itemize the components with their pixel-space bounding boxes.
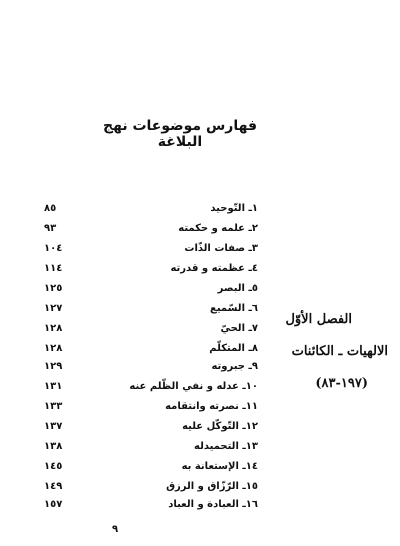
list-item bbox=[0, 358, 400, 376]
entry-page: ١٣٧ bbox=[44, 421, 63, 432]
list-item bbox=[0, 260, 400, 278]
entry-page: ١١٤ bbox=[44, 263, 63, 274]
entry-label: ١٤ـ الإستعانة به bbox=[181, 461, 258, 472]
list-item bbox=[0, 398, 400, 416]
entry-page: ٨٥ bbox=[44, 203, 57, 214]
entry-label: ١٢ـ التّوكّل عليه bbox=[182, 421, 258, 432]
entry-label: ٢ـ علمه و حكمته bbox=[178, 223, 258, 234]
entry-label: ١٣ـ التحميدله bbox=[194, 441, 258, 452]
entry-page: ١٢٩ bbox=[44, 361, 63, 372]
list-item bbox=[0, 200, 400, 218]
entry-page: ١٤٩ bbox=[44, 481, 63, 492]
entry-label: ٥ـ البصر bbox=[217, 283, 258, 294]
entry-label: ٧ـ الحيّ bbox=[220, 323, 258, 334]
chapter-subject: الالهيات ـ الكائنات bbox=[291, 344, 388, 359]
entry-label: ٤ـ عظمته و قدرته bbox=[170, 263, 258, 274]
list-item bbox=[0, 220, 400, 238]
entry-page: ١٠٤ bbox=[44, 243, 63, 254]
page-title: فهارس موضوعات نهج البلاغة bbox=[102, 118, 258, 150]
list-item bbox=[0, 458, 400, 476]
list-item bbox=[0, 438, 400, 456]
list-item bbox=[0, 280, 400, 298]
entry-page: ١٣٨ bbox=[44, 441, 63, 452]
list-item bbox=[0, 240, 400, 258]
list-item bbox=[0, 478, 400, 496]
entry-label: ٨ـ المتكلّم bbox=[209, 343, 258, 354]
entry-label: ٩ـ جبروته bbox=[211, 361, 258, 372]
entry-page: ١٣١ bbox=[44, 381, 63, 392]
entry-page: ١٢٥ bbox=[44, 283, 63, 294]
list-item bbox=[0, 496, 400, 514]
chapter-page-range: (١٩٧-٨٣) bbox=[315, 376, 368, 391]
entry-page: ١٢٨ bbox=[44, 323, 63, 334]
entry-label: ١٠ـ عدله و نفي الظّلم عنه bbox=[129, 381, 258, 392]
entry-label: ١٦ـ العبادة و العباد bbox=[168, 499, 258, 510]
entry-label: ١١ـ نصرته وانتقامه bbox=[165, 401, 258, 412]
entry-label: ٣ـ صفات الذّات bbox=[184, 243, 258, 254]
page-number: ٩ bbox=[112, 524, 119, 535]
chapter-heading: الفصل الأوّل bbox=[285, 312, 352, 327]
entry-page: ١٢٧ bbox=[44, 303, 63, 314]
entry-label: ١٥ـ الرّزّاق و الرزق bbox=[166, 481, 258, 492]
entry-label: ٦ـ السّميع bbox=[210, 303, 258, 314]
list-item bbox=[0, 418, 400, 436]
entry-page: ١٣٣ bbox=[44, 401, 63, 412]
entry-page: ١٤٥ bbox=[44, 461, 63, 472]
entry-page: ١٢٨ bbox=[44, 343, 63, 354]
entry-label: ١ـ التّوحيد bbox=[210, 203, 258, 214]
entry-page: ٩٣ bbox=[44, 223, 57, 234]
entry-page: ١٥٧ bbox=[44, 499, 63, 510]
